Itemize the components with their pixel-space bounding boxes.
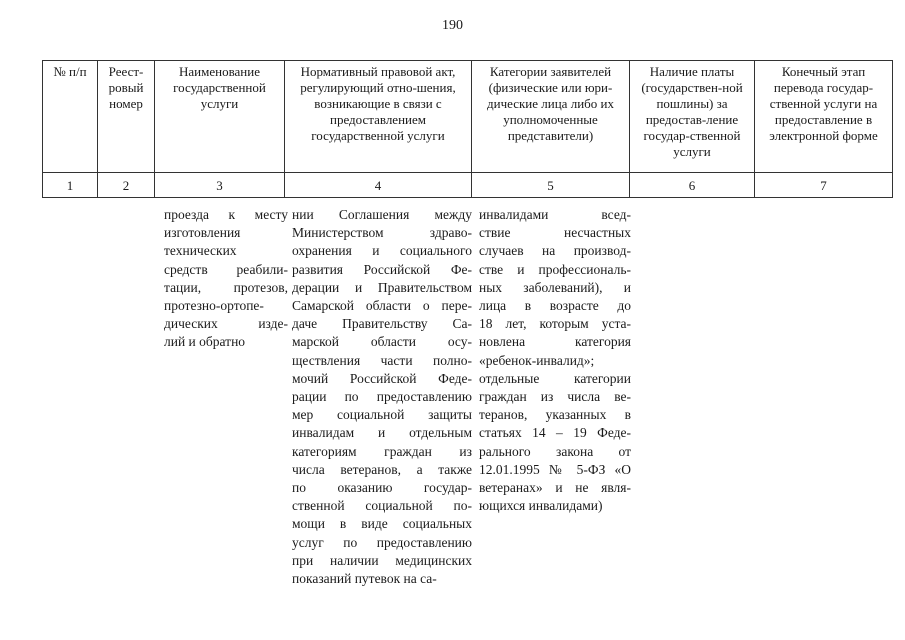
text-line: категориям граждан из [292,443,472,459]
text-line: при наличии медицинских [292,552,472,568]
text-line: проезда к месту [164,207,288,222]
services-table-header [42,60,893,198]
text-line: дических изде- [164,316,288,332]
text-line: стве и профессиональ- [479,261,631,277]
text-line: рации по предоставлению [292,389,472,405]
header-service-name: Наименование государственной услуги [155,61,285,173]
column-number: 7 [755,173,893,198]
column-number: 6 [630,173,755,198]
header-final-stage: Конечный этап перевода государ-ственной услуги на предоставление в электронной форме [755,61,893,173]
text-line: мочий Российской Феде- [292,370,472,386]
column-number: 1 [43,173,98,198]
header-registry-number: Реест-ровый номер [98,61,155,173]
text-line: средств реабили- [164,261,288,277]
text-line: мощи в виде социальных [292,516,472,532]
text-line: ственной социальной по- [292,498,472,514]
column-number: 3 [155,173,285,198]
header-applicant-categories: Категории заявителей (физические или юри-дические лица либо их уполномоченные представители) [472,61,630,173]
text-line: по оказанию государ- [292,480,472,496]
normative-act-text [292,206,472,588]
text-line: Самарской области о пере- [292,298,472,314]
text-line: дерации и Правительством [292,279,472,295]
table-header-row [43,61,893,173]
text-line: тации, протезов, [164,279,288,295]
column-number: 5 [472,173,630,198]
text-line: ствие несчастных [479,225,631,241]
text-line: лий и обратно [164,334,246,350]
text-line: ющихся инвалидами) [479,498,603,514]
column-number-row [43,173,893,198]
text-line: развития Российской Фе- [292,261,472,277]
column-number: 4 [285,173,472,198]
text-line: «ребенок-инвалид»; [479,352,595,368]
text-line: услуг по предоставлению [292,534,472,550]
text-line: показаний путевок на са- [292,571,437,587]
text-line: изготовления [164,225,241,241]
text-line: теранов, указанных в [479,407,631,423]
text-line: инвалидам и отдельным [292,425,472,441]
text-line: лица в возрасте до [479,298,631,314]
text-line: числа ветеранов, а также [292,461,472,477]
text-line: инвалидами всед- [479,207,631,222]
text-line: отдельные категории [479,370,631,386]
header-normative-act: Нормативный правовой акт, регулирующий отно-шения, возникающие в связи с предоставлением государственной услуги [285,61,472,173]
text-line: случаев на производ- [479,243,631,259]
text-line: новлена категория [479,334,631,350]
text-line: статьях 14 – 19 Феде- [479,425,631,441]
text-line: 18 лет, которым уста- [479,316,631,332]
text-line: ветеранах» и не явля- [479,480,631,496]
text-line: нии Соглашения между [292,207,472,222]
text-line: технических [164,243,237,259]
applicant-categories-text [479,206,631,515]
text-line: ных заболеваний), и [479,279,631,295]
text-line: 12.01.1995 № 5-ФЗ «О [479,461,631,477]
text-line: мер социальной защиты [292,407,472,423]
text-line: протезно-ортопе- [164,298,264,314]
text-line: даче Правительству Са- [292,316,472,332]
page-number: 190 [442,18,463,33]
header-fee: Наличие платы (государствен-ной пошлины) за предостав-ление государ-ственной услуги [630,61,755,173]
text-line: марской области осу- [292,334,472,350]
column-number: 2 [98,173,155,198]
text-line: охранения и социального [292,243,472,259]
text-line: рального закона от [479,443,631,459]
text-line: ществления части полно- [292,352,472,368]
header-number: № п/п [43,61,98,173]
service-name-text [164,206,288,352]
text-line: Министерством здраво- [292,225,472,241]
text-line: граждан из числа ве- [479,389,631,405]
